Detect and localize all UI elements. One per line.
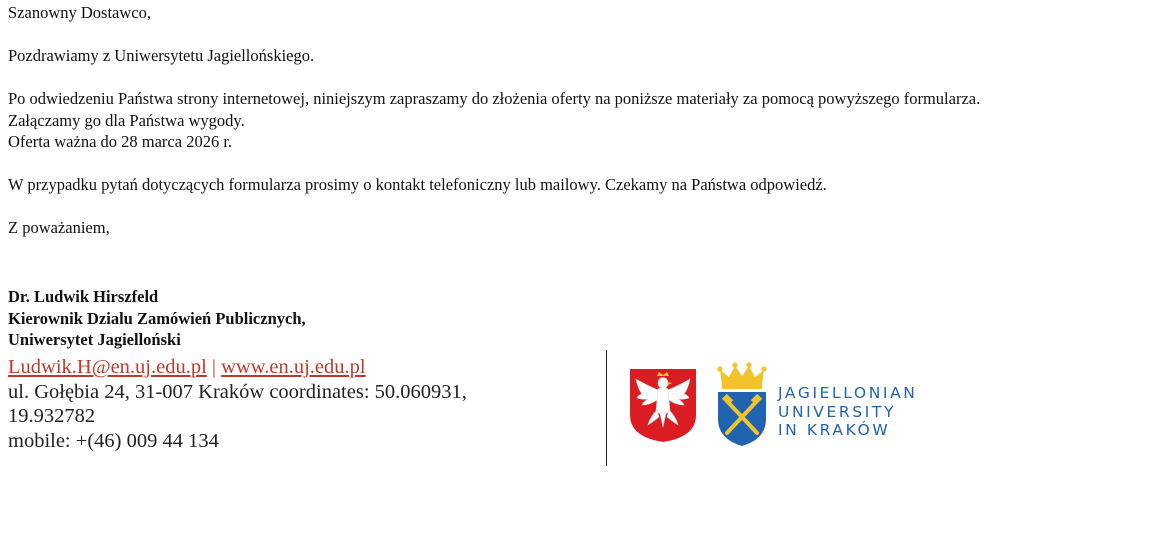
signature-position: Kierownik Dzialu Zamówień Publicznych, xyxy=(8,308,306,328)
body-line-3: Oferta ważna do 28 marca 2026 r. xyxy=(8,132,233,151)
signature-contact xyxy=(8,355,568,453)
address-line: ul. Gołębia 24, 31-007 Kraków coordinates: 50.060931, xyxy=(8,380,467,403)
jagiellonian-crest-icon xyxy=(716,361,768,447)
contact-links xyxy=(8,355,568,380)
email-body xyxy=(8,2,1168,239)
signature-organization: Uniwersytet Jagielloński xyxy=(8,330,181,349)
website-link[interactable]: www.en.uj.edu.pl xyxy=(221,356,366,378)
uj-wordmark-line-3: IN KRAKÓW xyxy=(778,421,891,439)
body-line-1: Po odwiedzeniu Państwa strony internetowej, niniejszym zapraszamy do złożenia oferty na poniższe materiały za pomocą powyższego formularza. xyxy=(8,89,981,108)
questions-line: W przypadku pytań dotyczących formularza prosimy o kontakt telefoniczny lub mailowy. Czekamy na Państwa odpowiedź. xyxy=(8,175,827,194)
intro-line: Pozdrawiamy z Uniwersytetu Jagiellońskiego. xyxy=(8,46,315,65)
link-separator: | xyxy=(211,356,217,378)
signature-divider xyxy=(606,350,607,466)
address-line-2: 19.932782 xyxy=(8,405,96,427)
email-link[interactable]: Ludwik.H@en.uj.edu.pl xyxy=(8,356,207,378)
closing-line: Z poważaniem, xyxy=(8,218,110,237)
uj-wordmark xyxy=(778,384,918,440)
body-line-2: Załączamy go dla Państwa wygody. xyxy=(8,110,245,130)
signature-name: Dr. Ludwik Hirszfeld xyxy=(8,287,159,306)
signature-block xyxy=(8,286,306,351)
greeting: Szanowny Dostawco, xyxy=(8,3,151,22)
polish-eagle-emblem-icon xyxy=(628,367,698,443)
uj-wordmark-line-2: UNIVERSITY xyxy=(778,402,897,421)
uj-wordmark-line-1: JAGIELLONIAN xyxy=(778,384,918,402)
mobile-line: mobile: +(46) 009 44 134 xyxy=(8,429,219,452)
